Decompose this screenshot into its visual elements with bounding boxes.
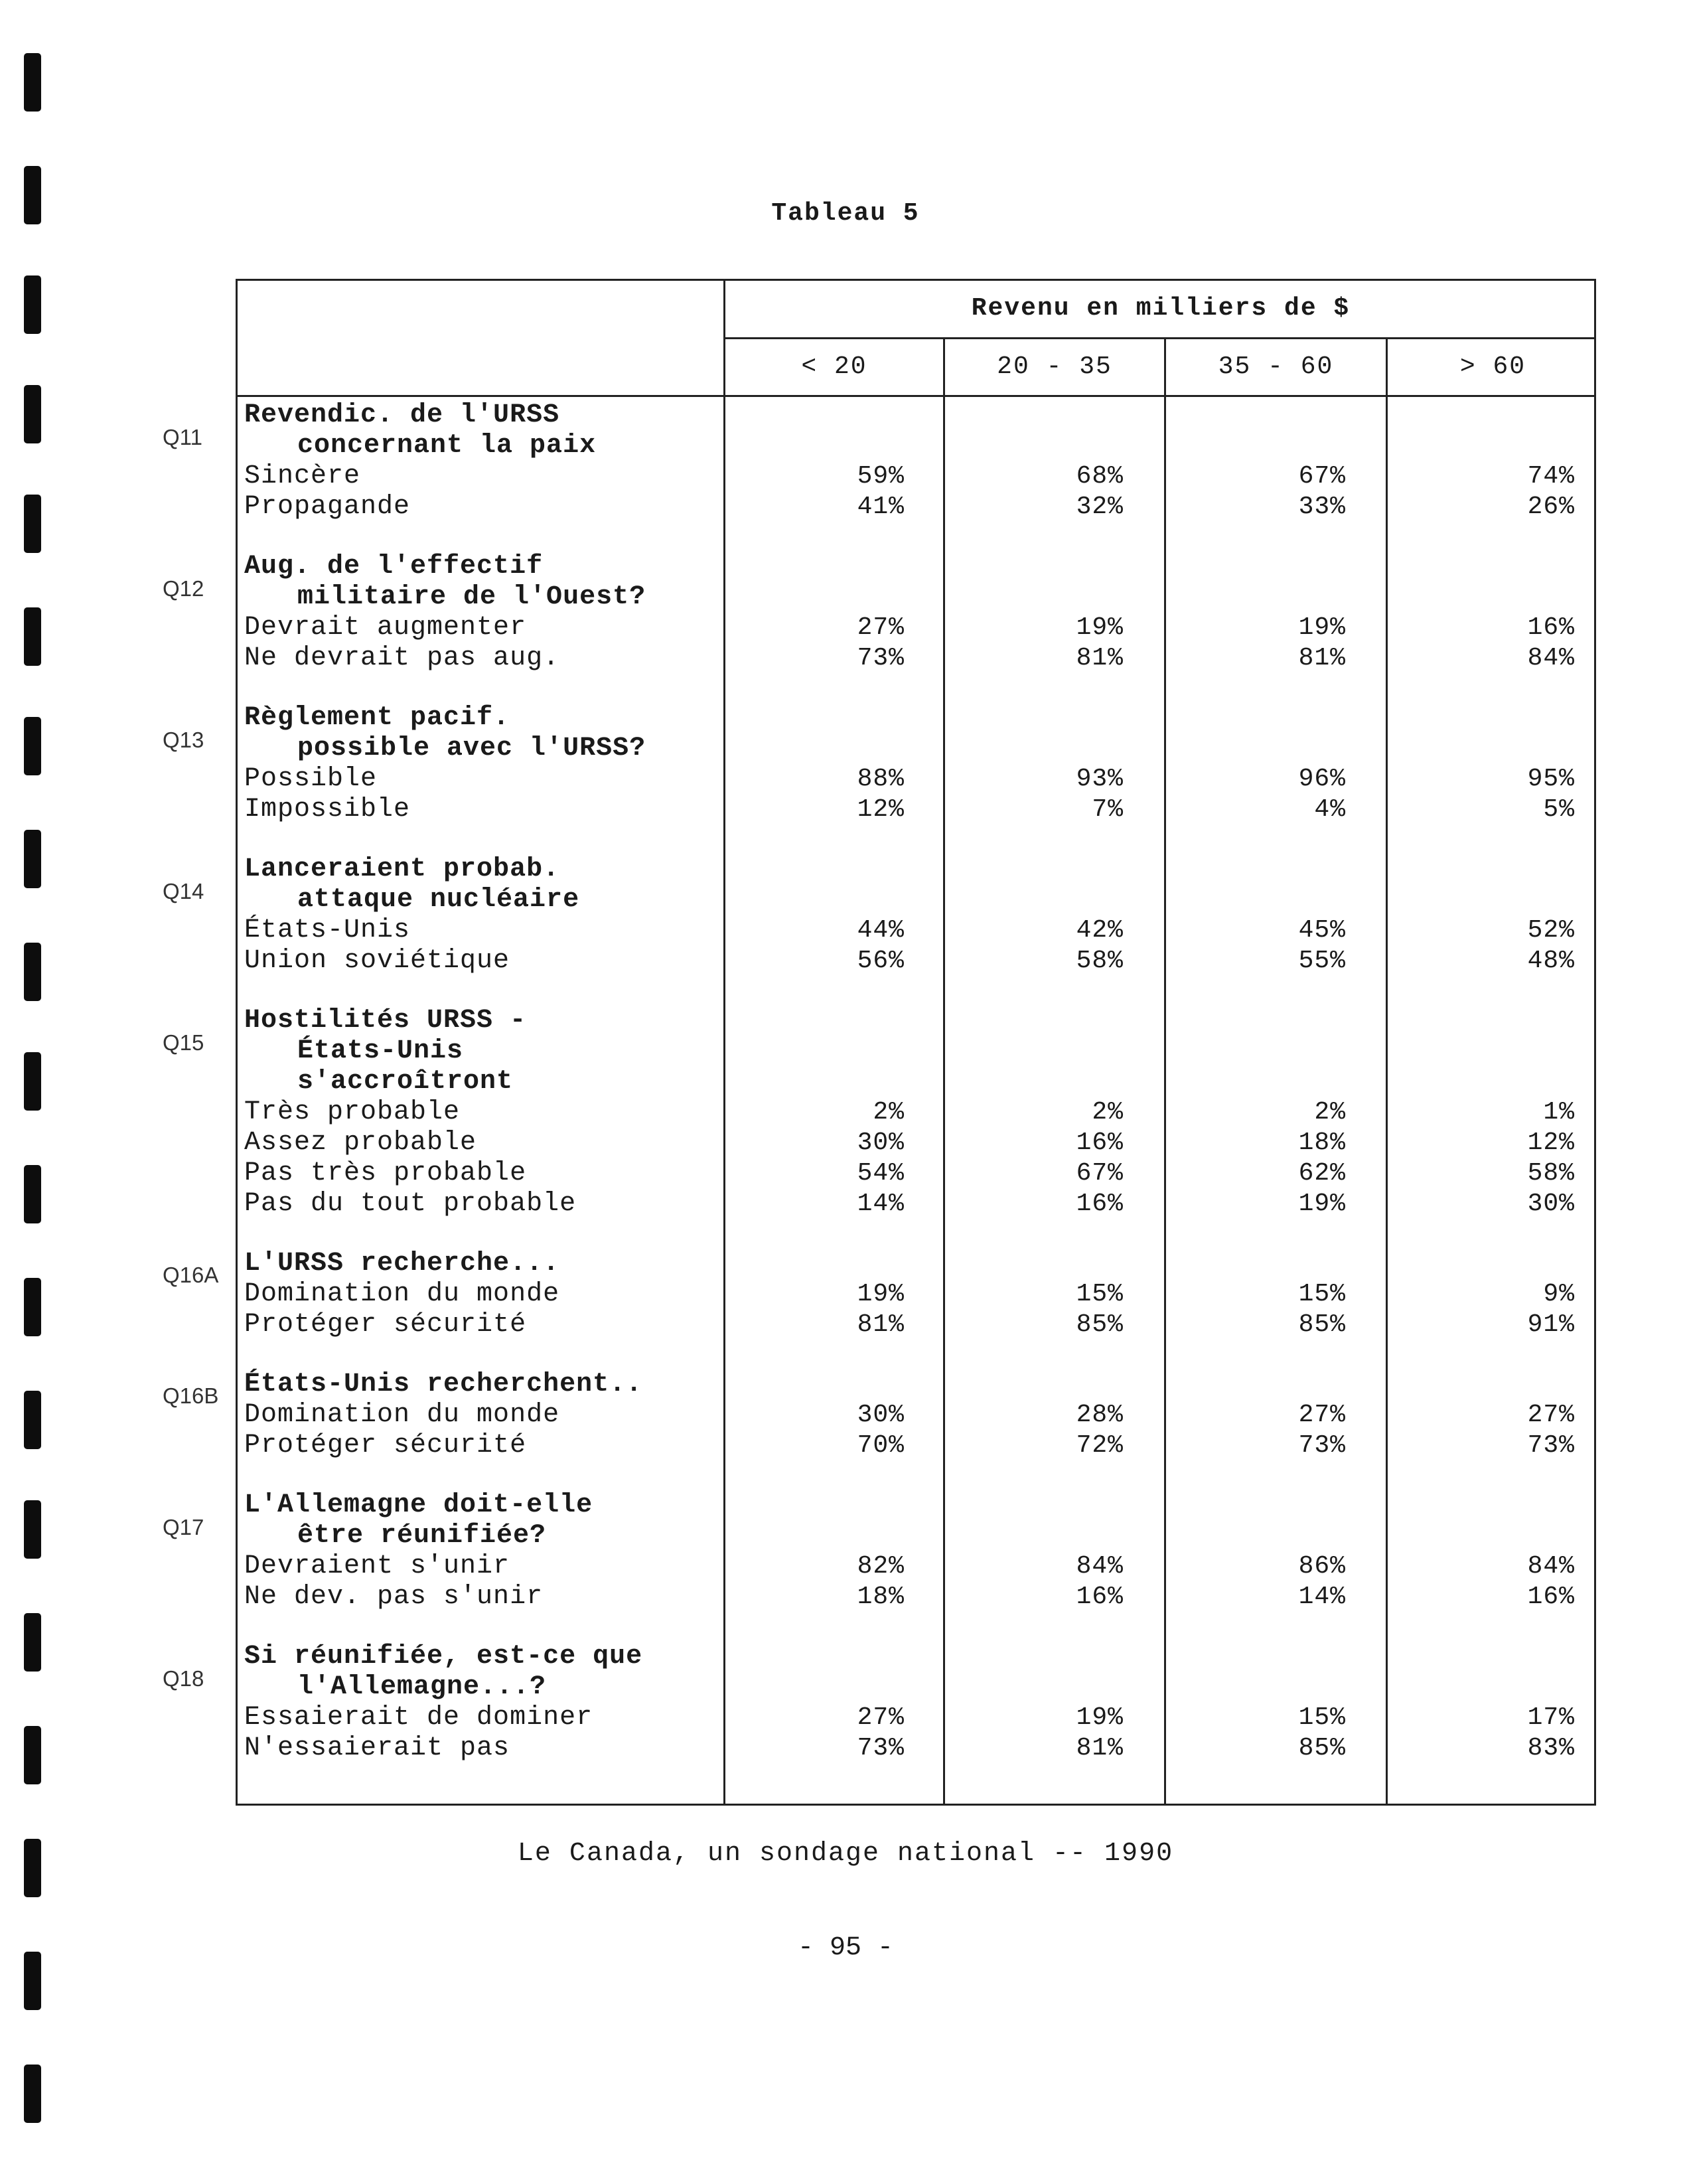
percentage-cell: 42% (1076, 916, 1124, 945)
binder-hole (24, 607, 41, 666)
answer-label: Domination du monde (244, 1400, 560, 1430)
question-heading: Revendic. de l'URSS (244, 400, 560, 430)
percentage-cell: 14% (1298, 1583, 1346, 1611)
binder-hole (24, 717, 41, 775)
question-heading: Hostilités URSS - (244, 1006, 527, 1036)
question-number: Q17 (163, 1515, 204, 1539)
percentage-cell: 33% (1298, 493, 1346, 521)
question-number: Q12 (163, 576, 204, 601)
percentage-cell: 28% (1076, 1401, 1124, 1429)
binder-hole (24, 495, 41, 553)
percentage-cell: 16% (1527, 1583, 1575, 1611)
percentage-cell: 12% (1527, 1129, 1575, 1157)
column-divider (1386, 281, 1388, 1804)
percentage-cell: 9% (1543, 1280, 1575, 1308)
percentage-cell: 17% (1527, 1703, 1575, 1732)
percentage-cell: 12% (857, 795, 905, 824)
binder-hole (24, 830, 41, 888)
question-heading: L'URSS recherche... (244, 1249, 560, 1279)
percentage-cell: 70% (857, 1431, 905, 1460)
column-divider (723, 281, 725, 1804)
percentage-cell: 18% (1298, 1129, 1346, 1157)
binder-hole (24, 1726, 41, 1784)
header-divider (723, 337, 1594, 339)
percentage-cell: 27% (1298, 1401, 1346, 1429)
percentage-cell: 59% (857, 462, 905, 491)
percentage-cell: 30% (1527, 1190, 1575, 1218)
answer-label: Très probable (244, 1097, 461, 1127)
percentage-cell: 16% (1076, 1129, 1124, 1157)
answer-label: Protéger sécurité (244, 1431, 527, 1460)
question-number: Q18 (163, 1666, 204, 1691)
percentage-cell: 81% (1298, 644, 1346, 672)
answer-label: Pas très probable (244, 1158, 527, 1188)
percentage-cell: 2% (873, 1098, 905, 1127)
percentage-cell: 27% (857, 1703, 905, 1732)
percentage-cell: 52% (1527, 916, 1575, 945)
percentage-cell: 16% (1527, 613, 1575, 642)
binder-hole (24, 1052, 41, 1111)
question-number: Q11 (163, 425, 202, 449)
percentage-cell: 93% (1076, 765, 1124, 793)
header-bottom-rule (238, 395, 1594, 397)
percentage-cell: 4% (1314, 795, 1346, 824)
percentage-cell: 56% (857, 947, 905, 975)
answer-label: Impossible (244, 795, 411, 824)
percentage-cell: 32% (1076, 493, 1124, 521)
answer-label: Essaierait de dominer (244, 1703, 593, 1733)
binder-hole (24, 1165, 41, 1223)
question-heading: s'accroîtront (297, 1067, 514, 1097)
percentage-cell: 88% (857, 765, 905, 793)
binder-hole (24, 1500, 41, 1559)
question-heading: L'Allemagne doit-elle (244, 1490, 593, 1520)
column-divider (1164, 281, 1166, 1804)
percentage-cell: 45% (1298, 916, 1346, 945)
answer-label: Devraient s'unir (244, 1551, 510, 1581)
percentage-cell: 91% (1527, 1310, 1575, 1339)
answer-label: Union soviétique (244, 946, 510, 976)
percentage-cell: 86% (1298, 1552, 1346, 1581)
percentage-cell: 14% (857, 1190, 905, 1218)
percentage-cell: 30% (857, 1401, 905, 1429)
answer-label: Ne dev. pas s'unir (244, 1582, 544, 1612)
question-heading: attaque nucléaire (297, 885, 580, 915)
percentage-cell: 19% (1076, 613, 1124, 642)
answer-label: Possible (244, 764, 378, 794)
answer-label: Sincère (244, 461, 361, 491)
percentage-cell: 44% (857, 916, 905, 945)
percentage-cell: 73% (857, 1734, 905, 1762)
binder-hole (24, 2065, 41, 2123)
percentage-cell: 7% (1092, 795, 1124, 824)
column-header-35-60: 35 - 60 (1218, 352, 1334, 381)
percentage-cell: 68% (1076, 462, 1124, 491)
question-heading: États-Unis (297, 1036, 464, 1066)
percentage-cell: 5% (1543, 795, 1575, 824)
percentage-cell: 84% (1076, 1552, 1124, 1581)
percentage-cell: 58% (1076, 947, 1124, 975)
percentage-cell: 73% (1527, 1431, 1575, 1460)
percentage-cell: 84% (1527, 644, 1575, 672)
percentage-cell: 54% (857, 1159, 905, 1188)
answer-label: Protéger sécurité (244, 1310, 527, 1340)
binder-hole (24, 1613, 41, 1672)
percentage-cell: 19% (1298, 1190, 1346, 1218)
column-header-lt20: < 20 (801, 352, 867, 381)
percentage-cell: 30% (857, 1129, 905, 1157)
page-number: - 95 - (797, 1933, 894, 1963)
question-heading: l'Allemagne...? (297, 1672, 547, 1702)
answer-label: Ne devrait pas aug. (244, 643, 560, 673)
answer-label: Propagande (244, 492, 411, 522)
question-number: Q16B (163, 1383, 219, 1408)
percentage-cell: 82% (857, 1552, 905, 1581)
percentage-cell: 83% (1527, 1734, 1575, 1762)
answer-label: Domination du monde (244, 1279, 560, 1309)
percentage-cell: 2% (1092, 1098, 1124, 1127)
column-header-gt60: > 60 (1459, 352, 1526, 381)
question-heading: Règlement pacif. (244, 703, 510, 733)
question-number: Q14 (163, 879, 204, 903)
question-number: Q15 (163, 1030, 204, 1055)
percentage-cell: 55% (1298, 947, 1346, 975)
percentage-cell: 16% (1076, 1583, 1124, 1611)
percentage-cell: 81% (857, 1310, 905, 1339)
question-heading: militaire de l'Ouest? (297, 582, 646, 612)
binder-hole (24, 943, 41, 1001)
answer-label: Devrait augmenter (244, 613, 527, 643)
binder-hole (24, 275, 41, 334)
income-header: Revenu en milliers de $ (971, 294, 1351, 323)
percentage-cell: 27% (1527, 1401, 1575, 1429)
percentage-cell: 62% (1298, 1159, 1346, 1188)
column-divider (943, 281, 945, 1804)
table-title: Tableau 5 (771, 199, 920, 228)
binder-hole (24, 385, 41, 443)
question-heading: être réunifiée? (297, 1521, 547, 1551)
percentage-cell: 27% (857, 613, 905, 642)
answer-label: États-Unis (244, 915, 411, 945)
percentage-cell: 95% (1527, 765, 1575, 793)
binder-hole (24, 53, 41, 112)
question-heading: Si réunifiée, est-ce que (244, 1642, 643, 1672)
question-number: Q13 (163, 728, 204, 752)
question-heading: Lanceraient probab. (244, 854, 560, 884)
percentage-cell: 81% (1076, 644, 1124, 672)
source-caption: Le Canada, un sondage national -- 1990 (517, 1839, 1174, 1869)
percentage-cell: 81% (1076, 1734, 1124, 1762)
question-number: Q16A (163, 1263, 219, 1287)
percentage-cell: 15% (1298, 1280, 1346, 1308)
answer-label: Pas du tout probable (244, 1189, 577, 1219)
percentage-cell: 85% (1298, 1310, 1346, 1339)
percentage-cell: 26% (1527, 493, 1575, 521)
column-header-20-35: 20 - 35 (997, 352, 1112, 381)
percentage-cell: 19% (1298, 613, 1346, 642)
percentage-cell: 73% (1298, 1431, 1346, 1460)
binder-hole (24, 1278, 41, 1336)
percentage-cell: 15% (1298, 1703, 1346, 1732)
percentage-cell: 19% (1076, 1703, 1124, 1732)
percentage-cell: 15% (1076, 1280, 1124, 1308)
answer-label: N'essaierait pas (244, 1733, 510, 1763)
percentage-cell: 2% (1314, 1098, 1346, 1127)
percentage-cell: 72% (1076, 1431, 1124, 1460)
percentage-cell: 67% (1076, 1159, 1124, 1188)
percentage-cell: 84% (1527, 1552, 1575, 1581)
percentage-cell: 41% (857, 493, 905, 521)
question-heading: Aug. de l'effectif (244, 552, 544, 582)
percentage-cell: 85% (1076, 1310, 1124, 1339)
percentage-cell: 67% (1298, 462, 1346, 491)
answer-label: Assez probable (244, 1128, 477, 1158)
percentage-cell: 16% (1076, 1190, 1124, 1218)
percentage-cell: 85% (1298, 1734, 1346, 1762)
percentage-cell: 18% (857, 1583, 905, 1611)
percentage-cell: 96% (1298, 765, 1346, 793)
percentage-cell: 1% (1543, 1098, 1575, 1127)
question-heading: concernant la paix (297, 431, 597, 461)
percentage-cell: 58% (1527, 1159, 1575, 1188)
percentage-cell: 19% (857, 1280, 905, 1308)
percentage-cell: 73% (857, 644, 905, 672)
binder-hole (24, 1391, 41, 1449)
question-heading: États-Unis recherchent.. (244, 1369, 643, 1399)
question-heading: possible avec l'URSS? (297, 734, 646, 763)
survey-table (236, 279, 1596, 1806)
percentage-cell: 48% (1527, 947, 1575, 975)
percentage-cell: 74% (1527, 462, 1575, 491)
